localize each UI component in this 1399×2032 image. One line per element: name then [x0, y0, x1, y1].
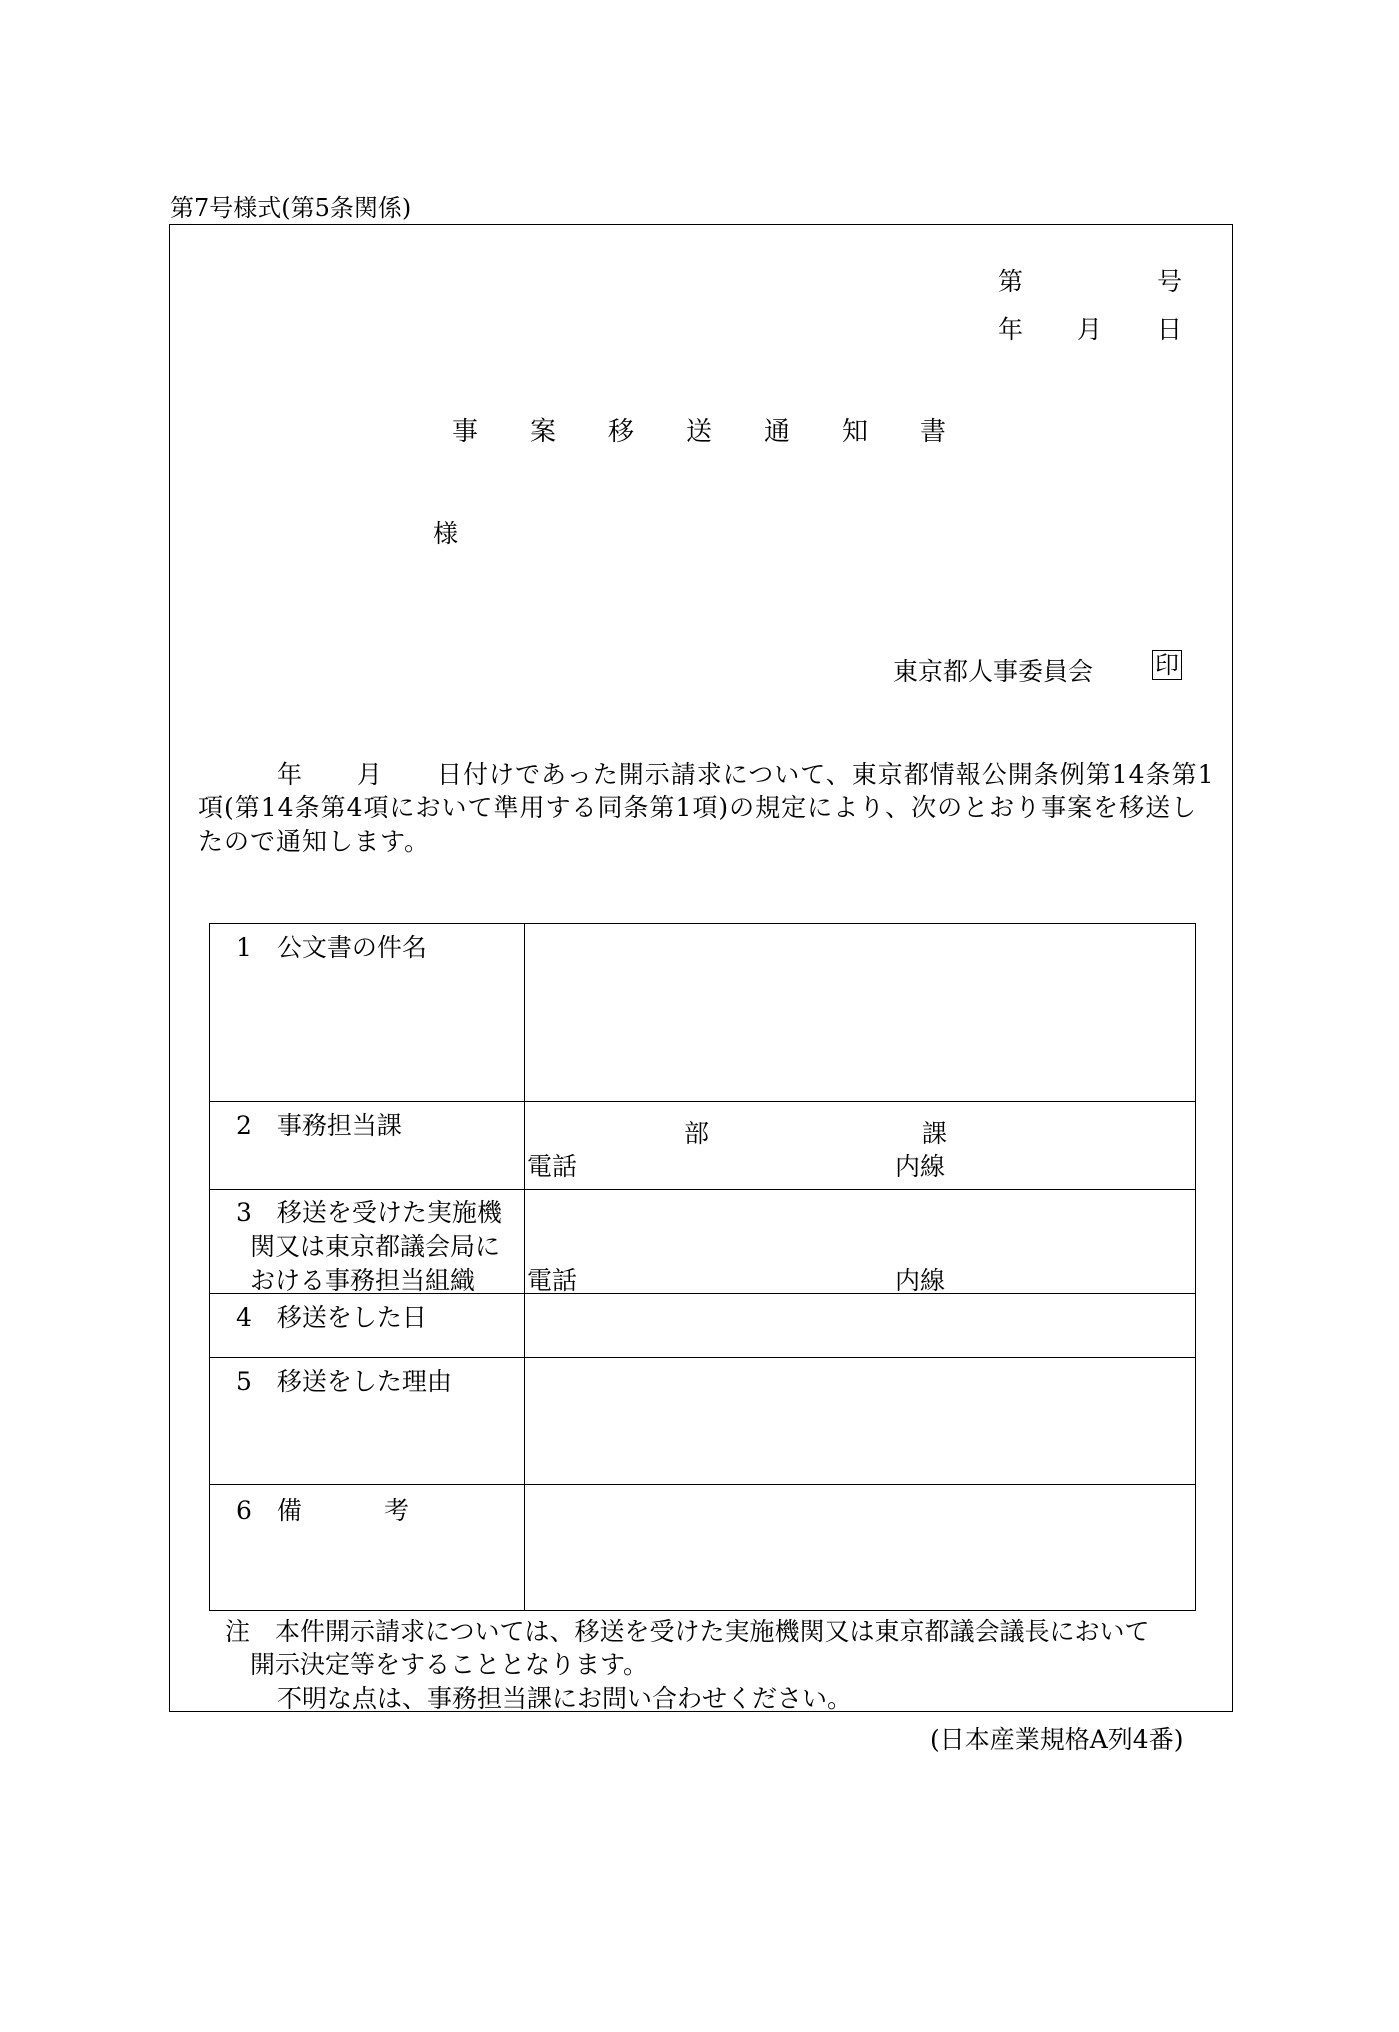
phone-label: 電話 [527, 1152, 578, 1181]
number-prefix: 第 [998, 267, 1024, 296]
date-year: 年 [998, 315, 1024, 344]
row-label-department: 2 事務担当課 [236, 1111, 402, 1140]
row-label-receiver-1: 3 移送を受けた実施機 [236, 1198, 502, 1227]
row-label-remarks: 6 備 [236, 1496, 302, 1525]
row-label-transfer-date: 4 移送をした日 [236, 1303, 427, 1332]
sender-name: 東京都人事委員会 [893, 657, 1094, 686]
paper-size-footer: (日本産業規格A列4番) [930, 1725, 1184, 1754]
date-day: 日 [1157, 315, 1183, 344]
extension-label: 内線 [895, 1266, 946, 1295]
dept-label: 部 [684, 1119, 710, 1148]
row-label-receiver-3: おける事務担当組織 [250, 1266, 476, 1295]
value-cell-reason[interactable] [525, 1358, 1196, 1485]
seal-mark: 印 [1152, 650, 1182, 680]
document-title: 事案移送通知書 [452, 417, 999, 447]
label-cell [210, 1485, 525, 1611]
row-label-receiver-2: 関又は東京都議会局に [250, 1232, 501, 1261]
table-row-department [210, 1102, 1196, 1190]
row-label-subject: 1 公文書の件名 [236, 933, 427, 962]
label-cell [210, 924, 525, 1102]
number-suffix: 号 [1157, 267, 1183, 296]
table-row-subject [210, 924, 1196, 1102]
label-cell [210, 1190, 525, 1294]
note-line-3: 不明な点は、事務担当課にお問い合わせください。 [277, 1684, 853, 1713]
value-cell-subject[interactable] [525, 924, 1196, 1102]
body-line-3: たので通知します。 [198, 827, 431, 856]
date-month: 月 [1077, 315, 1103, 344]
table-row-reason [210, 1358, 1196, 1485]
note-line-1: 注 本件開示請求については、移送を受けた実施機関又は東京都議会議長において [225, 1617, 1150, 1646]
table-row-transfer-date [210, 1294, 1196, 1358]
body-month: 月 [357, 760, 384, 789]
value-cell-department[interactable] [525, 1102, 1196, 1190]
extension-label: 内線 [895, 1152, 946, 1181]
addressee-suffix: 様 [433, 519, 459, 548]
body-line-1: 日付けであった開示請求について、東京都情報公開条例第14条第1 [437, 760, 1215, 789]
form-number-label: 第7号様式(第5条関係) [170, 194, 412, 222]
row-label-remarks-end: 考 [384, 1496, 410, 1525]
label-cell [210, 1102, 525, 1190]
table-row-remarks [210, 1485, 1196, 1611]
body-year: 年 [277, 760, 304, 789]
value-cell-remarks[interactable] [525, 1485, 1196, 1611]
value-cell-transfer-date[interactable] [525, 1294, 1196, 1358]
value-cell-receiver[interactable] [525, 1190, 1196, 1294]
table-row-receiver [210, 1190, 1196, 1294]
note-line-2: 開示決定等をすることとなります。 [250, 1650, 649, 1679]
label-cell [210, 1294, 525, 1358]
row-label-reason: 5 移送をした理由 [236, 1367, 452, 1396]
body-line-2: 項(第14条第4項において準用する同条第1項)の規定により、次のとおり事案を移送し [198, 793, 1198, 822]
label-cell [210, 1358, 525, 1485]
section-label: 課 [922, 1119, 948, 1148]
phone-label: 電話 [527, 1266, 578, 1295]
details-table [209, 923, 1196, 1611]
